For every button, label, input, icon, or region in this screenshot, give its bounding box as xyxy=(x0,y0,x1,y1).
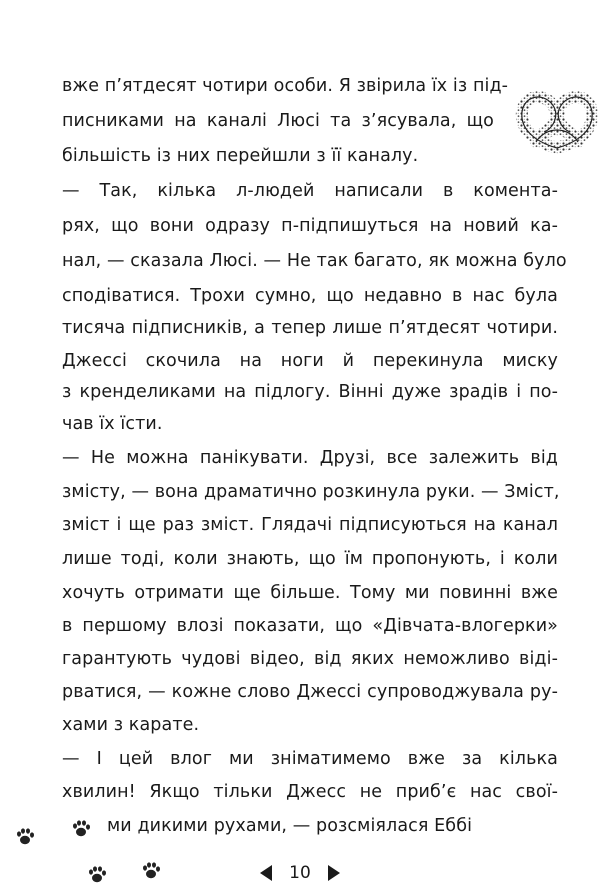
paw-print-icon xyxy=(70,818,92,840)
text-line: нал, — сказала Люсі. — Не так багато, як можна було xyxy=(62,251,567,271)
text-line: гарантують чудові відео, від яких неможливо віді- xyxy=(62,649,558,669)
triangle-left-icon xyxy=(259,864,273,882)
text-line: в першому влозі показати, що «Дівчата-влогерки» xyxy=(62,616,558,636)
text-line: — Так, кілька л-людей написали в коментa- xyxy=(62,181,558,201)
text-line: змісту, — вона драматично розкинула руки. — Зміст, xyxy=(62,482,560,502)
text-line: Джессі скочила на ноги й перекинула миску xyxy=(62,351,558,371)
text-line: зміст і ще раз зміст. Глядачі підписуються на канал xyxy=(62,515,558,535)
page-number-bar xyxy=(240,858,360,888)
text-line: хвилин! Якщо тільки Джесс не приб’є нас свої- xyxy=(62,782,558,802)
text-line: вже п’ятдесят чотири особи. Я звірила їх із під- xyxy=(62,76,509,96)
paw-print-icon xyxy=(14,826,36,848)
text-line: тисяча підписників, а тепер лише п’ятдесят чотири. xyxy=(62,318,558,338)
text-line: рватися, — кожне слово Джессі супроводжувала ру- xyxy=(62,682,558,702)
page-number: 10 xyxy=(289,863,311,883)
text-line: хочуть отримати ще більше. Тому ми повинні вже xyxy=(62,583,558,603)
triangle-right-icon xyxy=(327,864,341,882)
text-line: писниками на каналі Люсі та з’ясувала, що xyxy=(62,111,494,131)
text-line: ми дикими рухами, — розсміялася Еббі xyxy=(107,816,473,836)
text-line: з кренделиками на підлогу. Вінні дуже зрадів і по- xyxy=(62,382,558,402)
text-line: більшість із них перейшли з її каналу. xyxy=(62,146,419,166)
paw-print-icon xyxy=(86,864,108,886)
text-line: хами з карате. xyxy=(62,715,200,735)
text-line: — Не можна панікувати. Друзі, все залежить від xyxy=(62,448,558,468)
text-line: — І цей влог ми зніматимемо вже за кілька xyxy=(62,749,558,769)
paw-print-icon xyxy=(140,860,162,882)
text-line: сподіватися. Трохи сумно, що недавно в нас була xyxy=(62,286,558,306)
text-line: лише тоді, коли знають, що їм пропонують, і коли xyxy=(62,549,558,569)
text-line: рях, що вони одразу п-підпишуться на новий ка- xyxy=(62,216,558,236)
text-line: чав їх їсти. xyxy=(62,414,163,434)
